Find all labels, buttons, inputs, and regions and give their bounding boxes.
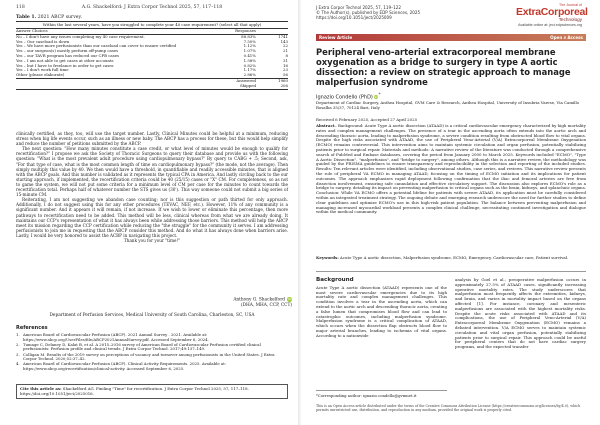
reference-text[interactable]: American Board of Cardiovascular Perfusion (ABCP). Clinical Activity Requirements. 2025. Available at: https://www.abcp.org/recertification/clinical-activity. Accessed September 6, 2025.: [23, 361, 227, 371]
signature-credentials: (DHA, MHA, CCP, CCT): [240, 302, 292, 308]
body-paragraph: Thank you for your "time!": [123, 237, 181, 243]
table-header-cell: Responses: [235, 27, 256, 33]
table-cell: 143: [280, 38, 288, 44]
reference-item: [16, 333, 288, 342]
reference-item: [16, 343, 288, 352]
article-type: Review Article: [319, 35, 353, 40]
body-paragraph: The next question: "How many minutes constitute a case credit, or what level of minutes would be enough to qualify for recertification?" I propose we ask the Society of Thoracic Surgeons to query their database and provide us with the following question: "What is the most prevalent adult procedure using cardiopulmonary bypass?" By query to CABG + .5; Second, ask, "For that type of case, what is the most common length of time on cardiopulmonary bypass?" (the mode, not the average). Then simply multiply this value by 40. We then would have a threshold, in quantifiable and readily accessible minutes, that is aligned with the ABCP goals. And this number is validated as it represents the typical CPA in America. And lastly circling back to the our starting approach, if implemented, the recertification criteria could be 40 (25/15) cases or "X" CM. For completeness, so as not to game the system, we will not put some criteria for a minimum level of CM per case for the minutes to count towards the recertification total. Perhaps half of whatever number the STS gives us (30'). This way someone could not submit a big series of 15-minute CM.: [16, 146, 288, 198]
table-cell: 88.83%: [241, 33, 256, 39]
table-cell: 1.58%: [243, 57, 256, 63]
table-caption-text: 2021 ABCP survey.: [37, 15, 82, 20]
table-cell: 8: [285, 52, 288, 58]
reference-number: 3.: [16, 351, 20, 357]
article-type-banner: [316, 34, 586, 41]
body-column-right: [455, 278, 586, 350]
table-cell: 31: [283, 57, 288, 63]
references-list: [16, 333, 288, 372]
table-cell: Yes – I don't work full time: [16, 67, 69, 73]
table-cell: [16, 84, 192, 89]
survey-table: [16, 21, 288, 90]
table-header-cell: Answer Choices: [16, 27, 48, 33]
table-summary-row: [16, 84, 288, 89]
signature-name: Anthony G. Shackelford iD: [233, 297, 292, 303]
table-cell: 1960: [278, 77, 288, 83]
orcid-icon[interactable]: iD: [374, 94, 378, 99]
table-cell: No – I don't have any issues completing my 40 case requirement.: [16, 33, 145, 39]
keywords: [316, 256, 586, 261]
copyright-line: © The Author(s), published by EDP Sciences, 2025: [316, 10, 421, 15]
logo-url[interactable]: Available online at: ject.edpsciences.org: [518, 23, 582, 27]
article-dates: Received 6 February 2025, Accepted 27 April 2025: [316, 117, 418, 122]
running-head: A.G. Shackelford: J Extra Corpor Technol 2025, 57, 117–118: [81, 5, 223, 10]
table-cell: Yes – I am not able to get cases at other accounts: [16, 57, 114, 63]
table-cell: Skipped: [239, 82, 256, 88]
table-cell: 1741: [278, 33, 288, 39]
table-cell: 7.50%: [243, 38, 256, 44]
author-affiliation: Department of Perfusion Services, Medical University of South Carolina, Charleston, SC, USA: [49, 313, 255, 318]
table-cell: 23: [283, 67, 288, 73]
reference-number: 4.: [16, 361, 20, 367]
table-cell: Yes – our surgeon(s) mostly perform off-pump cases: [16, 48, 119, 54]
reference-text[interactable]: Tumage C, Delaney D, Kalat B, et al. A 2015–2016 survey of American Board of Cardiovascular Perfusion certified clinical perfusionists: Perfusion profile and clinical trends. J Extra Corpor Technol. 2017;49:137–149.: [23, 341, 261, 352]
body-paragraph: Reiterating, I am not suggesting we abandon case counting; nor is this suggestion or path thirted for only approach. Additionally, I do not suggest using this for any other procedures (TEVAC, NEF, etc.). However, 11% of any community is a significant number. And it appears it will remain, if not increase. If we wish to lower or eliminate this percentage, then more pathways to recertification need to be added. This method will be less, clinical whereas from what we are already doing. It maintains our CCP's representation of what it has always been while addressing those barriers. This method will help the ABCP meet its mission regarding the CCP certification while reducing the "the struggle" for the community it serves. I am addressing perfusionists to join me in requesting that the ABCP consider this method. And do what it has always done when barriers arise. Lastly, I would be very honored to assist the ACBP in navigating this project.: [16, 197, 288, 238]
table-cell: 1.17%: [243, 67, 256, 73]
open-access-badge: Open ∂ Access: [550, 35, 583, 40]
logo-top: The Journal of: [559, 3, 582, 7]
table-cell: 0.82%: [243, 62, 256, 68]
right-page: [302, 0, 600, 425]
table-caption: [16, 15, 82, 20]
table-cell: 1.12%: [243, 43, 256, 49]
author-name: Ignazio Condello (PhD): [316, 94, 373, 101]
keywords-text: Acute Type A aortic dissection, Malperfusion syndrome, ECMO, Emergency, Cardiovascular care, Patient survival.: [339, 255, 569, 260]
orcid-icon[interactable]: iD: [288, 297, 292, 301]
background-text-right: analysis by Goel et al., preoperative malperfusion occurs in approximately 27.5% of ATAAD cases, significantly increasing operative mortality rates. The study underscores that malperfusion most frequently affects the extremities, kidneys, and brain, and varies in mortality impact based on the organs affected [1]. For instance, coronary and mesenteric malperfusions are associated with the highest mortality risks. Despite the acute risks associated with ATAAD and its complications, the use of Peripheral Veno-Arterial (V/A) Extracorporeal Membrane Oxygenation (ECMO) remains a debated intervention. V/A ECMO serves to maintain systemic circulation and vital organ perfusion, potentially stabilizing patients prior to surgical repair. This approach could be useful for peripheral centers that do not have cardiac surgery programs, and the expected transfer: [455, 277, 586, 350]
table-cell: 21: [283, 48, 288, 54]
body-paragraph: clinically certified, as they, too, will use the target number. Lastly, Clinical Minutes could be helpful at a minimum, reducing stress when big life events occur, such as an illness or new baby. The ABCP has a process for these, but this would help simplify and reduce the number of petitions submitted by the ABCP.: [16, 131, 288, 147]
reference-text[interactable]: American Board of Cardiovascular Perfusion (ABCP). 2021 Annual Survey . 2021. Available at: https://www.abcp.org/UserFiles/file/ABCP2021AnnualSurvey.pdf. Accessed September 6, 2024.: [23, 332, 209, 342]
table-caption-label: Table 1.: [16, 15, 37, 20]
table-body: [16, 35, 288, 78]
cite-box: [16, 384, 288, 399]
reference-item: [16, 362, 288, 371]
table-cell: Yes – We have more perfusionists than our caseload can cover to ensure certified: [16, 43, 177, 49]
table-cell: Other (please elaborate): [16, 72, 65, 78]
article-author: Ignazio Condello (PhD) iD*: [316, 92, 381, 101]
reference-text[interactable]: Colligan M. Results of the 2019 survey on perceptions of vacancy and turnover among perfusionists in the United States. J Extra Corpor Technol. 2020;52:37–42.: [23, 351, 275, 362]
abstract-label: Abstract: [316, 123, 335, 128]
table-cell: 22: [283, 43, 288, 49]
corresponding-author[interactable]: *Corresponding author: ignazio.condello@gvmnet.it: [316, 390, 447, 398]
table-cell: 2.86%: [243, 72, 256, 78]
table-cell: Yes – but I have to freelance in order to get cases: [16, 62, 114, 68]
journal-logo: [516, 3, 588, 27]
table-cell: Yes – Our caseload is down: [16, 38, 70, 44]
references-heading: References: [16, 325, 48, 331]
cite-label: Cite this article as:: [20, 386, 62, 391]
journal-info: [316, 5, 420, 20]
table-cell: Answered: [236, 77, 256, 83]
reference-number: 2.: [16, 341, 20, 347]
journal-citation: J Extra Corpor Technol 2025, 57, 119–122: [316, 5, 401, 10]
table-cell: 206: [280, 82, 288, 88]
article-affiliation: Department of Cardiac Surgery, Anthea Hospital, GVM Care & Research, Anthea Hospital, University of Insubria Varese, Via Camillo Rosalba 35/37, 70124 Bari, Italy: [316, 100, 580, 110]
background-text-left: Acute Type A aortic dissection (ATAAD) represents one of the most severe cardiovascular emergencies due to its high mortality rate and complex management challenges. This condition involves a tear in the ascending aorta, which can extend to the aortic arch and descending thoracic aorta, creating a false lumen that compromises blood flow and can lead to catastrophic outcomes, including malperfusion syndrome. Malperfusion syndrome is a critical complication of ATAAD, which occurs when the dissection flap obstructs blood flow to major arterial branches, leading to ischemia of vital organs. According to a nationwide: [316, 284, 447, 338]
cite-text[interactable]: Shackelford AG. Finding "Time" for recertification. J Extra Corpor Technol 2025, 57, 117–118. https://doi.org/10.1051/ject/2025016.: [20, 386, 249, 396]
section-heading: Background: [316, 277, 354, 283]
table-cell: 16: [283, 62, 288, 68]
reference-number: 1.: [16, 332, 20, 337]
letter-body: [16, 131, 288, 243]
doi-link[interactable]: https://doi.org/10.1051/ject/2025009: [316, 15, 392, 20]
table-cell: 1.07%: [243, 48, 256, 54]
body-column-left: [316, 278, 447, 339]
table-cell: 56: [283, 72, 288, 78]
logo-sub: Technology: [558, 17, 582, 22]
table-question: Within the last several years, have you struggled to complete your 40 case requirement? (select all that apply): [16, 22, 288, 29]
divider: [316, 271, 586, 272]
keywords-label: Keywords:: [316, 255, 339, 260]
table-summary: [16, 78, 288, 89]
article-title: Peripheral veno-arterial extracorporeal membrane oxygenation as a bridge to surgery in type A aortic dissection: a review on strategic approach to manage malperfusion syndrome: [316, 47, 571, 87]
table-cell: Yes – our TAVR program has reduced our CPB cases: [16, 52, 120, 58]
signature-block: [172, 297, 292, 308]
table-cell: 0.41%: [243, 52, 256, 58]
page-number: 118: [16, 5, 25, 10]
license-note: This is an Open Access article distributed under the terms of the Creative Commons Attribution License (https://creativecommons.org/licenses/by/4.0), which permits unrestricted use, distribution, and reproduction in any medium, provided the original work is properly cited.: [316, 404, 581, 412]
abstract: [316, 124, 586, 215]
abstract-text: – Background: Acute Type A aortic dissection (ATAAD) is a critical cardiovascular emergency characterized by high mortality rates and complex management challenges. The presence of a tear in the ascending aorta often extends into the aortic arch and descending thoracic aorta, leading to malperfusion syndrome, a severe condition resulting from obstructed blood flow to vital organs. Despite the high risks associated with ATAAD, the use of Peripheral Veno-Arterial (V/A) Extracorporeal Membrane Oxygenation (ECMO) remains controversial. This intervention aims to maintain systemic circulation and organ perfusion, potentially stabilizing patients prior to surgical repair. Materials and methods: A narrative review of the literature was conducted through a comprehensive search of PubMed and Embase databases, covering the period from January 2000 to March 2025. Keywords included "ECMO", "Type A Aortic Dissection", "malperfusion", and "bridge to surgery", among others. Although this is a narrative review, the methodology was guided by the PRISMA guidelines to ensure transparency and reproducibility in the selection and reporting of the included studies. Results: Ten relevant articles were identified, including observational studies, case series, and reviews. This narrative review presents the role of peripheral VA ECMO in managing ATAAD, focusing on the timing of ECMO initiation and its implications for patient outcomes. The approach emphasizes rapid deployment following confirmation that the iliac and femoral arteries are free from dissection involvement, ensuring safe cannulation and effective circulatory support. The discussion also explores ECMO's role as a bridge to surgery, detailing its impact on preventing malperfusion to critical organs such as the brain, kidneys, and splanchnic organs. Conclusion: While VA ECMO offers a potential lifeline for patients with severe ATAAD, its application must be carefully considered within an integrated treatment strategy. The ongoing debate and emerging research underscore the need for further studies to define clear guidelines and optimize ECMO's use in this high-risk patient population. The balance between preventing malperfusion and managing increased myocardial workload presents a complex clinical challenge, necessitating continued investigation and dialogue within the medical community.: [316, 123, 586, 215]
logo-main: ExtraCorporeal: [516, 6, 588, 18]
